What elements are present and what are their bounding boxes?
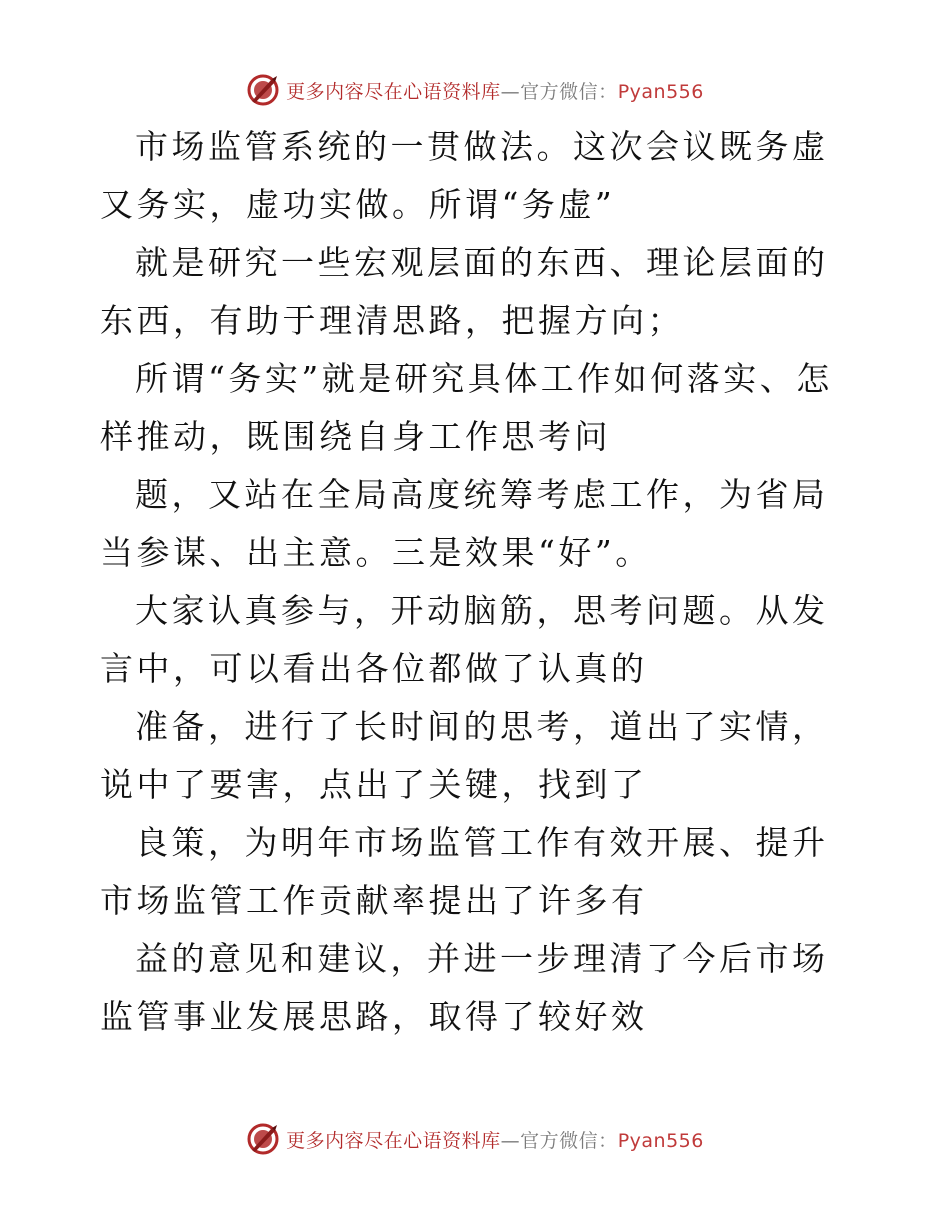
banner-wechat-label: 官方微信： [520,1129,618,1152]
paragraph: 良策，为明年市场监管工作有效开展、提升市场监管工作贡献率提出了许多有 [100,823,829,920]
quill-logo-icon [246,73,280,107]
paragraph: 市场监管系统的一贯做法。这次会议既务虚又务实，虚功实做。所谓“务虚” [100,127,829,224]
document-body [100,118,860,1046]
paragraph: 大家认真参与，开动脑筋，思考问题。从发言中，可以看出各位都做了认真的 [100,591,829,688]
banner-title: 更多内容尽在心语资料库 [286,1129,501,1152]
banner-account: Pyan556 [617,1129,704,1152]
quill-logo-icon [246,1122,280,1156]
paragraph: 准备，进行了长时间的思考，道出了实情，说中了要害，点出了关键，找到了 [100,707,829,804]
header-banner [0,72,950,108]
paragraph: 益的意见和建议，并进一步理清了今后市场监管事业发展思路，取得了较好效 [100,939,829,1036]
banner-title: 更多内容尽在心语资料库 [286,80,501,103]
banner-account: Pyan556 [617,80,704,103]
paragraph: 所谓“务实”就是研究具体工作如何落实、怎样推动，既围绕自身工作思考问 [100,359,833,456]
paragraph: 题，又站在全局高度统筹考虑工作，为省局当参谋、出主意。三是效果“好”。 [100,475,829,572]
banner-dash: — [500,80,521,103]
banner-wechat-label: 官方微信： [520,80,618,103]
header-banner-text [286,77,704,104]
paragraph: 就是研究一些宏观层面的东西、理论层面的东西，有助于理清思路，把握方向； [100,243,829,340]
footer-banner [0,1121,950,1157]
footer-banner-text [286,1126,704,1153]
banner-dash: — [500,1129,521,1152]
